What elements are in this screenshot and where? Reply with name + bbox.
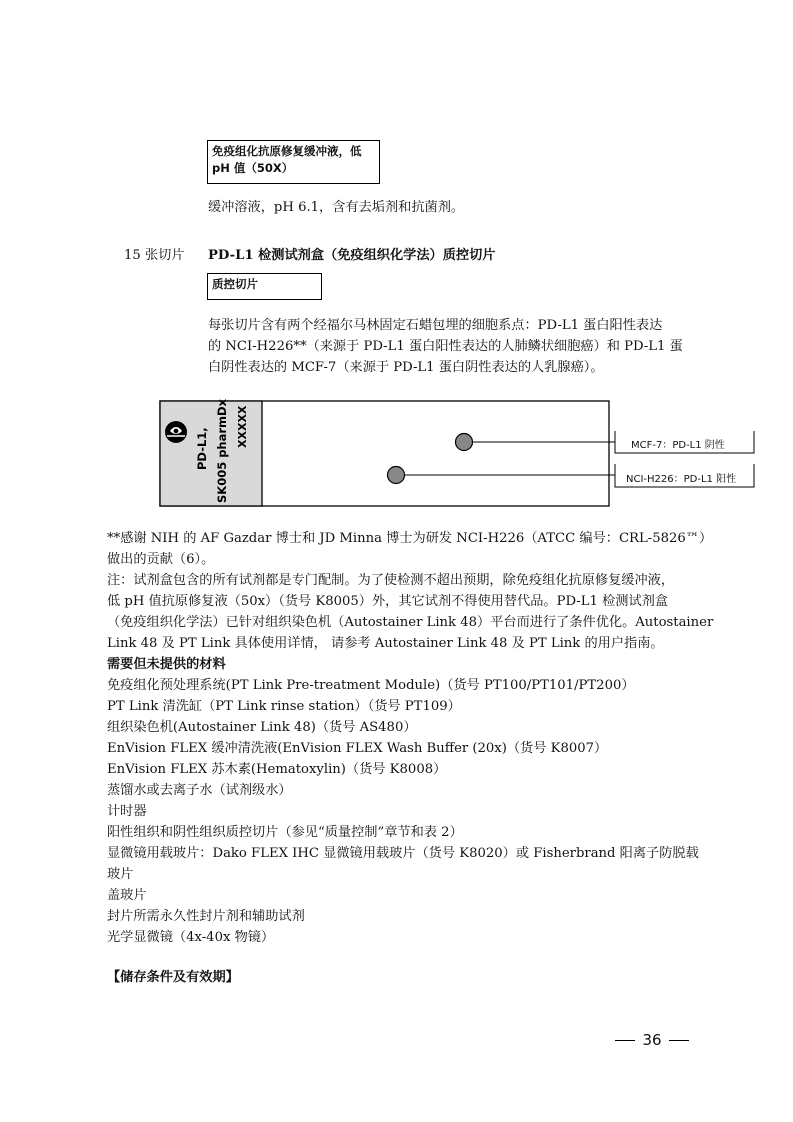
material-item: 免疫组化预处理系统(PT Link Pre-treatment Module)（货号 PT100/PT101/PT200） [107,678,635,693]
note-line-3: （免疫组织化学法）已针对组织染色机（Autostainer Link 48）平台而进行了条件优化。Autostainer [107,615,714,630]
material-item: 玻片 [107,867,134,882]
control-desc-line-3: 白阴性表达的 MCF-7（来源于 PD-L1 蛋白阴性表达的人乳腺癌）。 [208,360,604,375]
item-count: 15 张切片 [124,248,185,263]
material-item: EnVision FLEX 苏木素(Hematoxylin)（货号 K8008） [107,762,447,777]
note-line-1: 注：试剂盒包含的所有试剂都是专门配制。为了使检测不超出预期，除免疫组化抗原修复缓冲液， [107,573,675,588]
storage-heading: 【储存条件及有效期】 [107,970,239,985]
slide-diagram [0,0,793,520]
page-footer [615,1031,689,1051]
material-item: 计时器 [107,804,147,819]
mcf7-callout-label: MCF-7：PD-L1 阴性 [631,440,725,451]
page-number-left-rule [615,1040,635,1041]
material-item: EnVision FLEX 缓冲清洗液(EnVision FLEX Wash Buffer (20x)（货号 K8007） [107,741,608,756]
material-item: PT Link 清洗缸（PT Link rinse station）（货号 PT109） [107,699,461,714]
material-item: 封片所需永久性封片剂和辅助试剂 [107,909,305,924]
slide-label-line-2: SK005 pharmDx [215,399,229,503]
reagent-label-line-1: 免疫组化抗原修复缓冲液，低 [212,144,362,158]
material-item: 蒸馏水或去离子水（试剂级水） [107,783,292,798]
acknowledgement-line-1: **感谢 NIH 的 AF Gazdar 博士和 JD Minna 博士为研发 NCI-H226（ATCC 编号：CRL-5826™） [107,531,713,546]
mcf7-cell-spot [456,434,473,451]
dako-logo-icon [165,421,187,443]
item-title: PD-L1 检测试剂盒（免疫组织化学法）质控切片 [208,248,496,263]
material-item: 组织染色机(Autostainer Link 48)（货号 AS480） [107,720,417,735]
page-number-right-rule [669,1040,689,1041]
slide-label-line-1: PD-L1, [195,427,209,470]
slide-label-line-3: XXXXX [236,405,249,448]
reagent-description: 缓冲溶液，pH 6.1，含有去垢剂和抗菌剂。 [208,200,465,215]
control-desc-line-1: 每张切片含有两个经福尔马林固定石蜡包埋的细胞系点：PD-L1 蛋白阳性表达 [208,318,663,333]
material-item: 光学显微镜（4x-40x 物镜） [107,930,275,945]
note-line-4: Link 48 及 PT Link 具体使用详情， 请参考 Autostainer Link 48 及 PT Link 的用户指南。 [107,636,664,651]
materials-heading: 需要但未提供的材料 [107,657,226,672]
reagent-label-line-2: pH 值（50X） [212,161,294,175]
control-desc-line-2: 的 NCI-H226**（来源于 PD-L1 蛋白阳性表达的人肺鳞状细胞癌）和 PD-L1 蛋 [208,339,683,354]
nci-h226-cell-spot [388,467,405,484]
material-item: 盖玻片 [107,888,147,903]
nci-h226-callout-label: NCI-H226：PD-L1 阳性 [626,474,737,485]
material-item: 显微镜用载玻片：Dako FLEX IHC 显微镜用载玻片（货号 K8020）或 Fisherbrand 阳离子防脱载 [107,846,699,861]
note-line-2: 低 pH 值抗原修复液（50x）（货号 K8005）外，其它试剂不得使用替代品。PD-L1 检测试剂盒 [107,594,669,609]
page-number: 36 [642,1031,662,1049]
acknowledgement-line-2: 做出的贡献（6）。 [107,552,215,567]
control-slide-label: 质控切片 [212,277,258,291]
material-item: 阳性组织和阴性组织质控切片（参见“质量控制”章节和表 2） [107,825,463,840]
